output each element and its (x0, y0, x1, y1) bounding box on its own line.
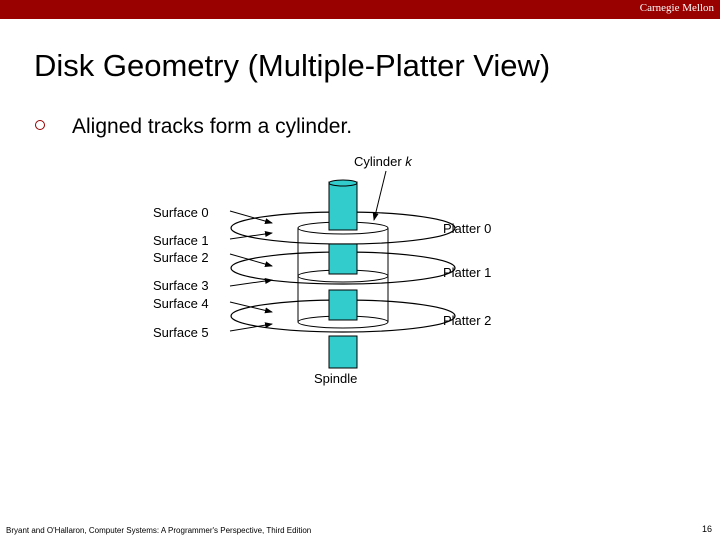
platter-2-label: Platter 2 (443, 313, 492, 328)
slide-title: Disk Geometry (Multiple-Platter View) (34, 48, 551, 83)
brand-label: Carnegie Mellon (639, 2, 714, 14)
surface-3-label: Surface 3 (153, 278, 209, 293)
spindle-label: Spindle (314, 371, 358, 386)
page-number: 16 (701, 524, 712, 534)
surface-arrows (230, 171, 386, 331)
platter-0-label: Platter 0 (443, 221, 492, 236)
cylinder-label: Cylinder k (354, 154, 412, 169)
spindle (329, 180, 357, 368)
bullet-text: Aligned tracks form a cylinder. (72, 115, 353, 138)
surface-4-label: Surface 4 (153, 296, 209, 311)
surface-5-label: Surface 5 (153, 325, 209, 340)
platter-1-label: Platter 1 (443, 265, 492, 280)
footer-citation: Bryant and O'Hallaron, Computer Systems: A Programmer's Perspective, Third Edition (6, 526, 312, 535)
surface-1-label: Surface 1 (153, 233, 209, 248)
surface-2-label: Surface 2 (153, 250, 209, 265)
surface-0-label: Surface 0 (153, 205, 209, 220)
